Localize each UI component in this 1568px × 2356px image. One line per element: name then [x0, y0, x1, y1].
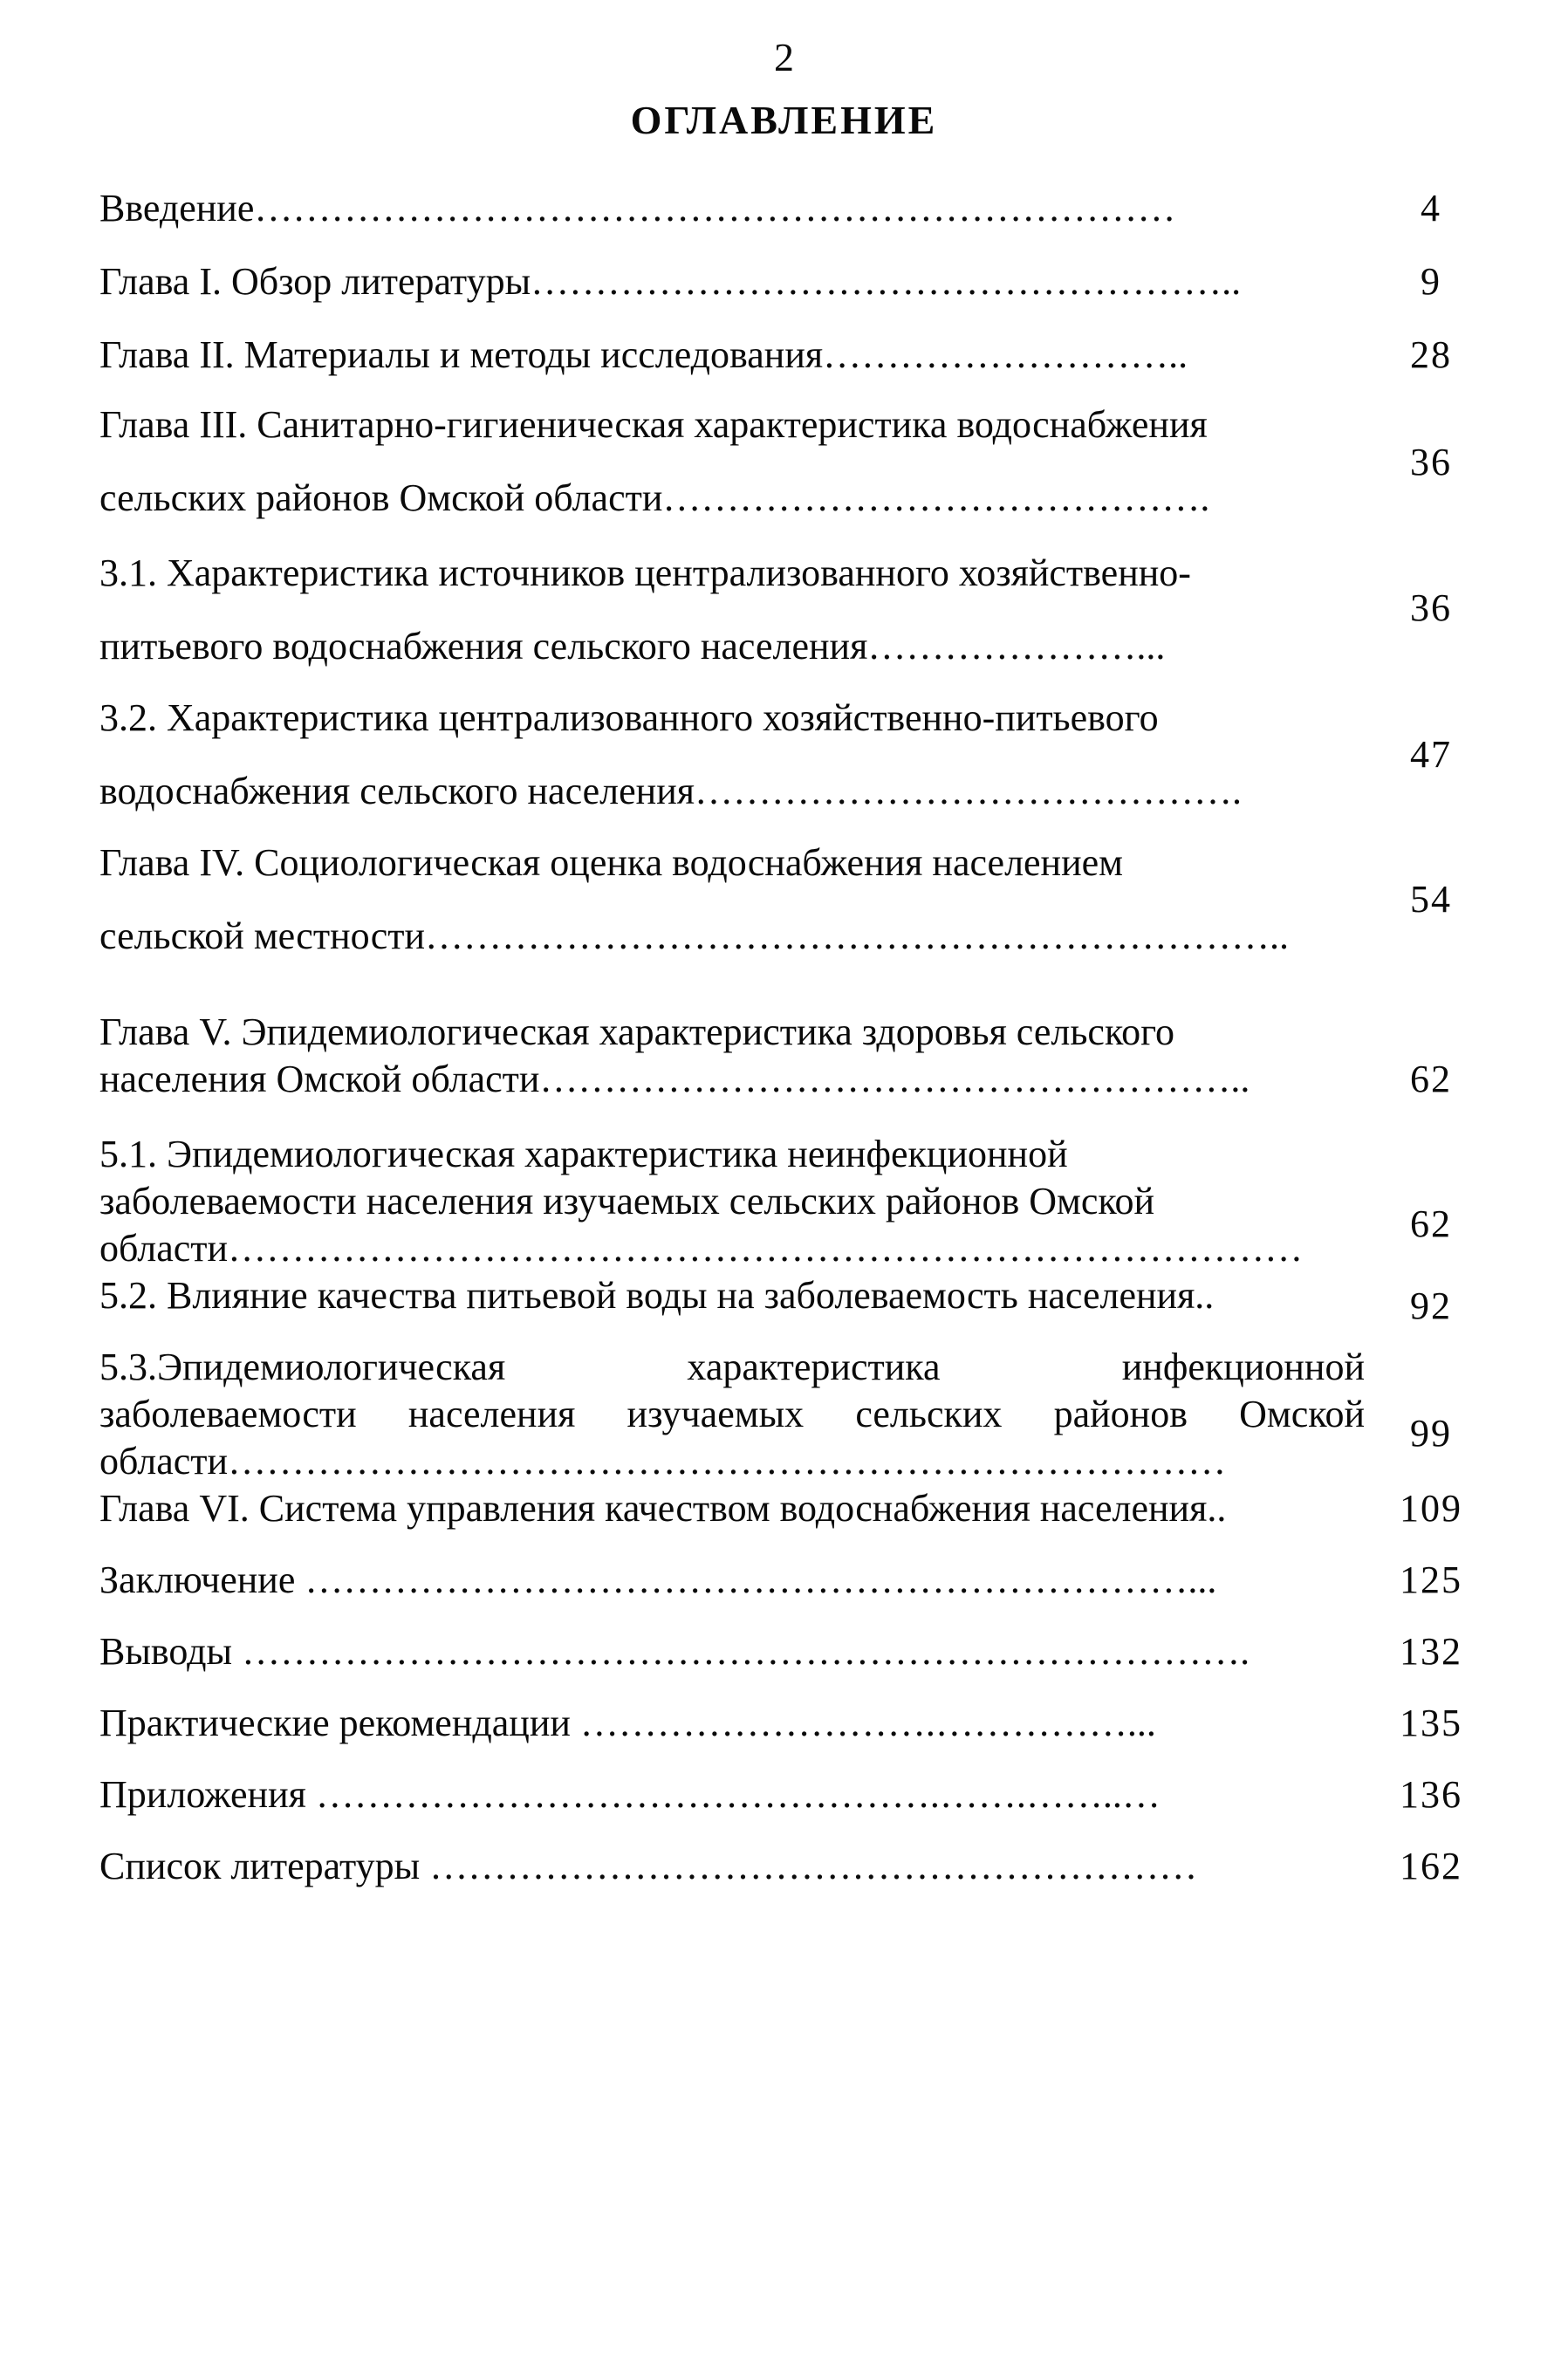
toc-entry-text: Глава III. Санитарно-гигиеническая характеристика водоснабжения: [99, 403, 1208, 446]
toc-entry-text: Приложения ………………………………………….…….……..…: [99, 1773, 1161, 1816]
toc-page-number: 132: [1400, 1630, 1462, 1673]
toc-page-number: 47: [1410, 733, 1452, 776]
toc-entry-text: Выводы …………………………………………………………………….: [99, 1630, 1250, 1673]
toc-page-number: 162: [1400, 1845, 1462, 1887]
toc-page-number: 99: [1410, 1412, 1452, 1455]
toc-entry-text: водоснабжения сельского населения…………………………………….: [99, 770, 1242, 812]
toc-page-number: 54: [1410, 878, 1452, 921]
toc-entry-text: Список литературы ……………………………………………………: [99, 1845, 1198, 1887]
toc-page-number: 36: [1410, 586, 1452, 629]
toc-entry-text: сельской местности…………………………………………………………..: [99, 914, 1290, 957]
toc-entry-text: Заключение ……………………………………………………………...: [99, 1558, 1217, 1601]
toc-page-number: 92: [1410, 1284, 1452, 1327]
toc-entry-text: заболеваемости населения изучаемых сельских районов Омской: [99, 1180, 1155, 1223]
toc-page-number: 28: [1410, 333, 1452, 376]
toc-entry-text: населения Омской области………………………………………………..: [99, 1058, 1250, 1100]
toc-page-number: 62: [1410, 1058, 1452, 1100]
toc-entry-text: Введение………………………………………………………………: [99, 187, 1176, 229]
toc-entry-text: области…………………………………………………………………………: [99, 1227, 1304, 1270]
toc-entry-text: Практические рекомендации ……………………….……………...: [99, 1702, 1156, 1744]
toc-entry-text: сельских районов Омской области…………………………………….: [99, 476, 1210, 519]
toc-entry-text: 3.2. Характеристика централизованного хозяйственно-питьевого: [99, 696, 1159, 739]
toc-entry-text: Глава V. Эпидемиологическая характеристика здоровья сельского: [99, 1010, 1175, 1053]
toc-entry-text: Глава I. Обзор литературы………………………………………………..: [99, 260, 1242, 303]
page-number: 2: [774, 35, 794, 79]
toc-entry-text: заболеваемости населения изучаемых сельских районов Омской: [99, 1393, 1365, 1435]
toc-entry-text: Глава II. Материалы и методы исследования………………………..: [99, 333, 1188, 376]
toc-page-number: 135: [1400, 1702, 1462, 1744]
toc-page-number: 125: [1400, 1558, 1462, 1601]
toc-page-number: 9: [1421, 260, 1441, 303]
toc-entry-text: Глава IV. Социологическая оценка водоснабжения населением: [99, 841, 1124, 884]
toc-entry-text: 5.2. Влияние качества питьевой воды на заболеваемость населения..: [99, 1274, 1215, 1317]
toc-entry-text: 5.1. Эпидемиологическая характеристика неинфекционной: [99, 1133, 1068, 1175]
toc-page-number: 136: [1400, 1773, 1462, 1816]
toc-entry-text: 3.1. Характеристика источников централизованного хозяйственно-: [99, 551, 1191, 594]
toc-page-number: 109: [1400, 1487, 1462, 1530]
toc-entry-text: Глава VI. Система управления качеством водоснабжения населения..: [99, 1487, 1227, 1530]
toc-page-number: 4: [1421, 187, 1441, 229]
toc-entry-text: питьевого водоснабжения сельского населения…………………...: [99, 625, 1166, 668]
toc-page-number: 62: [1410, 1202, 1452, 1245]
toc-entry-text: 5.3.Эпидемиологическая характеристика инфекционной: [99, 1346, 1365, 1388]
toc-entry-text: области……………………………………………………………………: [99, 1440, 1227, 1483]
toc-page-number: 36: [1410, 441, 1452, 483]
table-of-contents-title: ОГЛАВЛЕНИЕ: [630, 98, 938, 142]
